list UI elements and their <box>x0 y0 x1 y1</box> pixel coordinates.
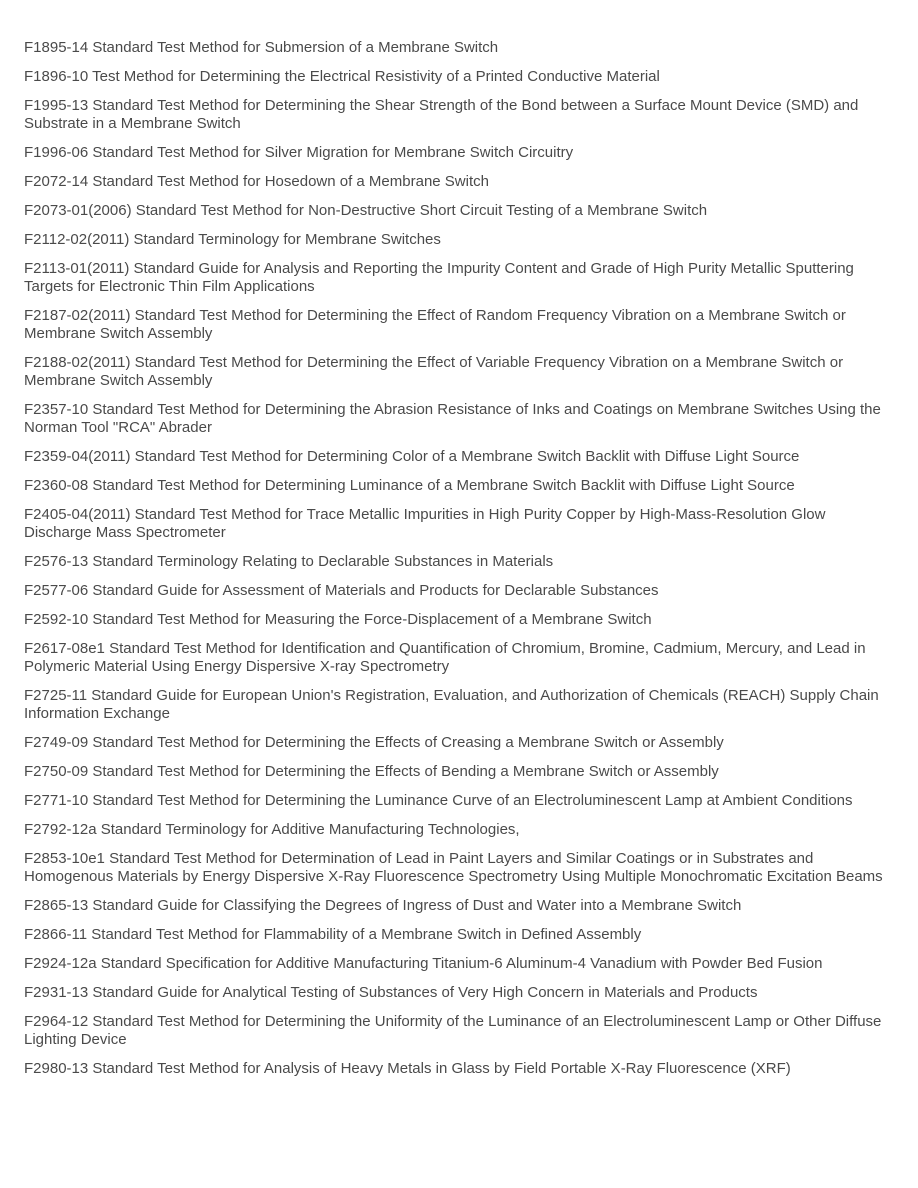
list-item: F2750-09 Standard Test Method for Determining the Effects of Bending a Membrane Switch or Assembly <box>24 763 719 780</box>
list-item: F2725-11 Standard Guide for European Union's Registration, Evaluation, and Authorization of Chemicals (REACH) Supply Chain Information Exchange <box>24 687 879 722</box>
list-item: F2187-02(2011) Standard Test Method for Determining the Effect of Random Frequency Vibration on a Membrane Switch or Membrane Switch Assembly <box>24 307 846 342</box>
list-item: F1895-14 Standard Test Method for Submersion of a Membrane Switch <box>24 39 499 56</box>
list-item: F2359-04(2011) Standard Test Method for Determining Color of a Membrane Switch Backlit with Diffuse Light Source <box>24 448 800 465</box>
list-item: F1995-13 Standard Test Method for Determining the Shear Strength of the Bond between a Surface Mount Device (SMD) and Substrate in a Membrane Switch <box>24 97 859 132</box>
list-item: F2576-13 Standard Terminology Relating to Declarable Substances in Materials <box>24 553 554 570</box>
list-item: F1996-06 Standard Test Method for Silver Migration for Membrane Switch Circuitry <box>24 144 574 161</box>
list-item: F2853-10e1 Standard Test Method for Determination of Lead in Paint Layers and Similar Coatings or in Substrates and Homogenous Materials by Energy Dispersive X-Ray Fluorescence Spectrometry Using Multiple Monochromatic Excitation Beams <box>24 850 883 885</box>
list-item: F2866-11 Standard Test Method for Flammability of a Membrane Switch in Defined Assembly <box>24 926 642 943</box>
list-item: F2980-13 Standard Test Method for Analysis of Heavy Metals in Glass by Field Portable X-Ray Fluorescence (XRF) <box>24 1060 791 1077</box>
list-item: F2931-13 Standard Guide for Analytical Testing of Substances of Very High Concern in Materials and Products <box>24 984 758 1001</box>
list-item: F2592-10 Standard Test Method for Measuring the Force-Displacement of a Membrane Switch <box>24 611 652 628</box>
list-item: F2617-08e1 Standard Test Method for Identification and Quantification of Chromium, Bromine, Cadmium, Mercury, and Lead in Polymeric Material Using Energy Dispersive X-ray Spectrometry <box>24 640 866 675</box>
list-item: F2188-02(2011) Standard Test Method for Determining the Effect of Variable Frequency Vibration on a Membrane Switch or Membrane Switch Assembly <box>24 354 844 389</box>
list-item: F2924-12a Standard Specification for Additive Manufacturing Titanium-6 Aluminum-4 Vanadium with Powder Bed Fusion <box>24 955 823 972</box>
list-item: F2073-01(2006) Standard Test Method for Non-Destructive Short Circuit Testing of a Membrane Switch <box>24 202 708 219</box>
list-item: F2964-12 Standard Test Method for Determining the Uniformity of the Luminance of an Electroluminescent Lamp or Other Diffuse Lighting Device <box>24 1013 882 1048</box>
list-item: F2113-01(2011) Standard Guide for Analysis and Reporting the Impurity Content and Grade of High Purity Metallic Sputtering Targets for Electronic Thin Film Applications <box>24 260 854 295</box>
list-item: F2112-02(2011) Standard Terminology for Membrane Switches <box>24 231 441 248</box>
list-item: F2749-09 Standard Test Method for Determining the Effects of Creasing a Membrane Switch or Assembly <box>24 734 724 751</box>
list-item: F2360-08 Standard Test Method for Determining Luminance of a Membrane Switch Backlit with Diffuse Light Source <box>24 477 795 494</box>
list-item: F1896-10 Test Method for Determining the Electrical Resistivity of a Printed Conductive Material <box>24 68 660 85</box>
standards-list <box>24 39 894 1089</box>
list-item: F2357-10 Standard Test Method for Determining the Abrasion Resistance of Inks and Coatings on Membrane Switches Using the Norman Tool "RCA" Abrader <box>24 401 881 436</box>
list-item: F2865-13 Standard Guide for Classifying the Degrees of Ingress of Dust and Water into a Membrane Switch <box>24 897 742 914</box>
list-item: F2072-14 Standard Test Method for Hosedown of a Membrane Switch <box>24 173 489 190</box>
list-item: F2771-10 Standard Test Method for Determining the Luminance Curve of an Electroluminescent Lamp at Ambient Conditions <box>24 792 853 809</box>
list-item: F2577-06 Standard Guide for Assessment of Materials and Products for Declarable Substances <box>24 582 659 599</box>
list-item: F2792-12a Standard Terminology for Additive Manufacturing Technologies, <box>24 821 520 838</box>
list-item: F2405-04(2011) Standard Test Method for Trace Metallic Impurities in High Purity Copper by High-Mass-Resolution Glow Discharge Mass Spectrometer <box>24 506 826 541</box>
